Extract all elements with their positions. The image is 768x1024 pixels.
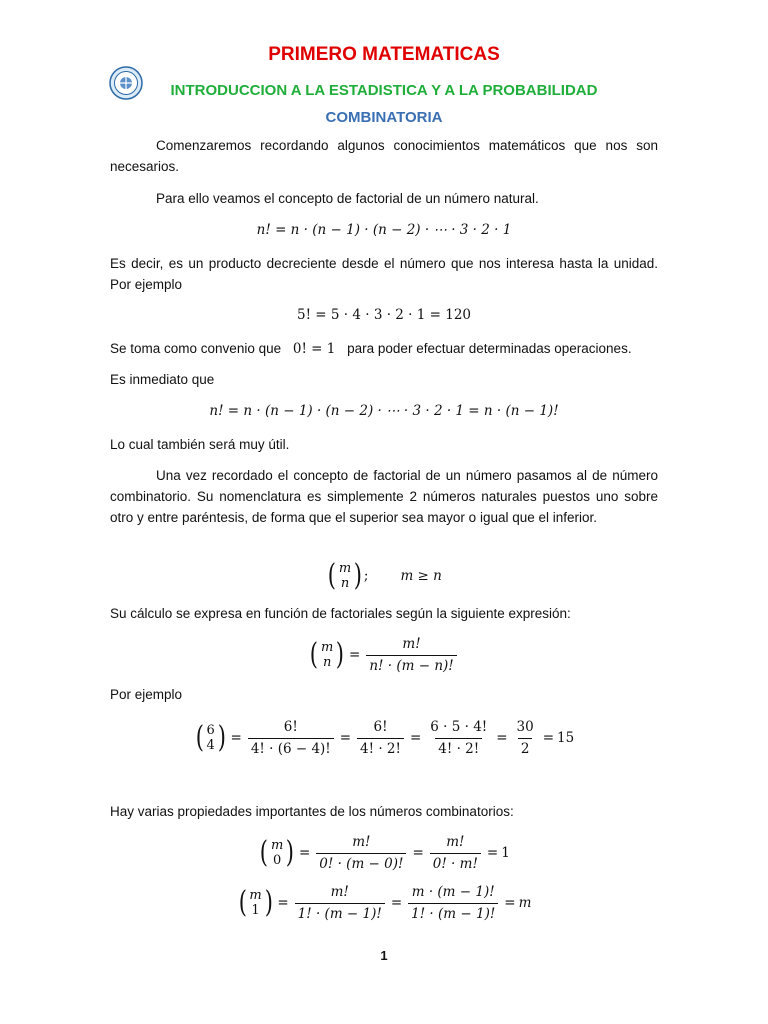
paragraph-example: Por ejemplo bbox=[110, 687, 183, 702]
formula-text: n! = n · (n − 1) · (n − 2) · ⋯ · 3 · 2 · 1 = n · (n − 1)! bbox=[209, 403, 559, 419]
fraction: $\frac{30}{2}$ bbox=[516, 718, 534, 757]
convention-text-end: para poder efectuar determinadas operaciones. bbox=[347, 341, 632, 356]
binomial-symbol: ( m n ) bbox=[327, 558, 363, 593]
paragraph-immediate: Es inmediato que bbox=[110, 372, 215, 387]
fraction: $\frac{6 \cdot 5 \cdot 4!}{4! \cdot 2!}$ bbox=[430, 718, 488, 757]
document-title: PRIMERO MATEMATICAS bbox=[268, 44, 500, 65]
formula-factorial-example bbox=[0, 305, 768, 325]
section-heading: COMBINATORIA bbox=[325, 109, 443, 126]
binomial-symbol: ( m 1 ) bbox=[238, 885, 273, 920]
fraction: $\frac{m!}{1! \cdot (m - 1)!}$ bbox=[295, 884, 385, 923]
paragraph-properties: Hay varias propiedades importantes de los números combinatorios: bbox=[110, 804, 514, 819]
property-result: 1 bbox=[501, 845, 510, 861]
fraction: $\frac{6!}{4! \cdot (6 - 4)!}$ bbox=[248, 719, 334, 758]
binomial-symbol: ( m 0 ) bbox=[259, 835, 295, 870]
formula-binomial-example: ( 6 4 ) = $\frac{6!}{4! \cdot (6 - 4)!}$ = $\frac{6!}{4! \cdot 2!}$ = $\frac{6 \cdot 5 \cdot 4!}{4! \cdot 2!}$ = $\frac{30}{2}$ = 15 bbox=[195, 718, 575, 757]
formula-factorial-definition bbox=[0, 220, 768, 240]
fraction: $\frac{6!}{4! \cdot 2!}$ bbox=[357, 719, 404, 758]
page-number: 1 bbox=[380, 948, 388, 963]
formula-binomial-definition: ( m n ) = $\frac{m!}{n! \cdot (m - n)!}$ bbox=[0, 632, 768, 678]
paragraph-calculation: Su cálculo se expresa en función de factoriales según la siguiente expresión: bbox=[110, 606, 571, 621]
formula-factorial-recursive bbox=[0, 401, 768, 421]
binomial-condition: m ≥ n bbox=[400, 568, 442, 584]
document-subtitle: INTRODUCCION A LA ESTADISTICA Y A LA PROBABILIDAD bbox=[170, 82, 598, 99]
formula-text: 5! = 5 · 4 · 3 · 2 · 1 = 120 bbox=[296, 307, 471, 323]
paragraph-intro: Comenzaremos recordando algunos conocimientos matemáticos que nos son necesarios. bbox=[110, 138, 658, 174]
paragraph-useful: Lo cual también será muy útil. bbox=[110, 437, 290, 452]
fraction: $\frac{m!}{n! \cdot (m - n)!}$ bbox=[366, 636, 456, 675]
fraction: $\frac{m!}{0! \cdot m!}$ bbox=[430, 834, 481, 873]
formula-property-m-over-1: ( m 1 ) = $\frac{m!}{1! \cdot (m - 1)!}$ = $\frac{m \cdot (m - 1)!}{1! \cdot (m - 1)!}$ = m bbox=[238, 883, 532, 922]
paragraph-convention bbox=[110, 338, 658, 360]
formula-binomial-notation: ( m n ) ; m ≥ n bbox=[327, 558, 442, 593]
formula-text: n! = n · (n − 1) · (n − 2) · ⋯ · 3 · 2 · 1 bbox=[256, 222, 512, 238]
binomial-symbol: ( m n ) bbox=[310, 637, 345, 672]
example-result: 15 bbox=[557, 730, 575, 746]
formula-property-m-over-0: ( m 0 ) = $\frac{m!}{0! \cdot (m - 0)!}$ = $\frac{m!}{0! \cdot m!}$ = 1 bbox=[259, 833, 510, 872]
paragraph-factorial: Para ello veamos el concepto de factorial de un número natural. bbox=[156, 191, 539, 206]
fraction: $\frac{m!}{0! \cdot (m - 0)!}$ bbox=[316, 834, 406, 873]
fraction: $\frac{m \cdot (m - 1)!}{1! \cdot (m - 1)!}$ bbox=[408, 884, 498, 923]
convention-formula: 0! = 1 bbox=[292, 341, 336, 357]
paragraph-combinatorial-number: Una vez recordado el concepto de factorial de un número pasamos al de número combinatorio. Su nomenclatura es simplemente 2 números naturales puestos uno sobre otro y entre paréntesis, de forma que el superior sea mayor o igual que el inferior. bbox=[110, 468, 658, 525]
property-result: m bbox=[518, 895, 532, 911]
paragraph-decreasing-product: Es decir, es un producto decreciente desde el número que nos interesa hasta la unidad. Por ejemplo bbox=[110, 256, 658, 292]
convention-text-start: Se toma como convenio que bbox=[110, 341, 282, 356]
binomial-symbol: ( 6 4 ) bbox=[195, 720, 226, 755]
